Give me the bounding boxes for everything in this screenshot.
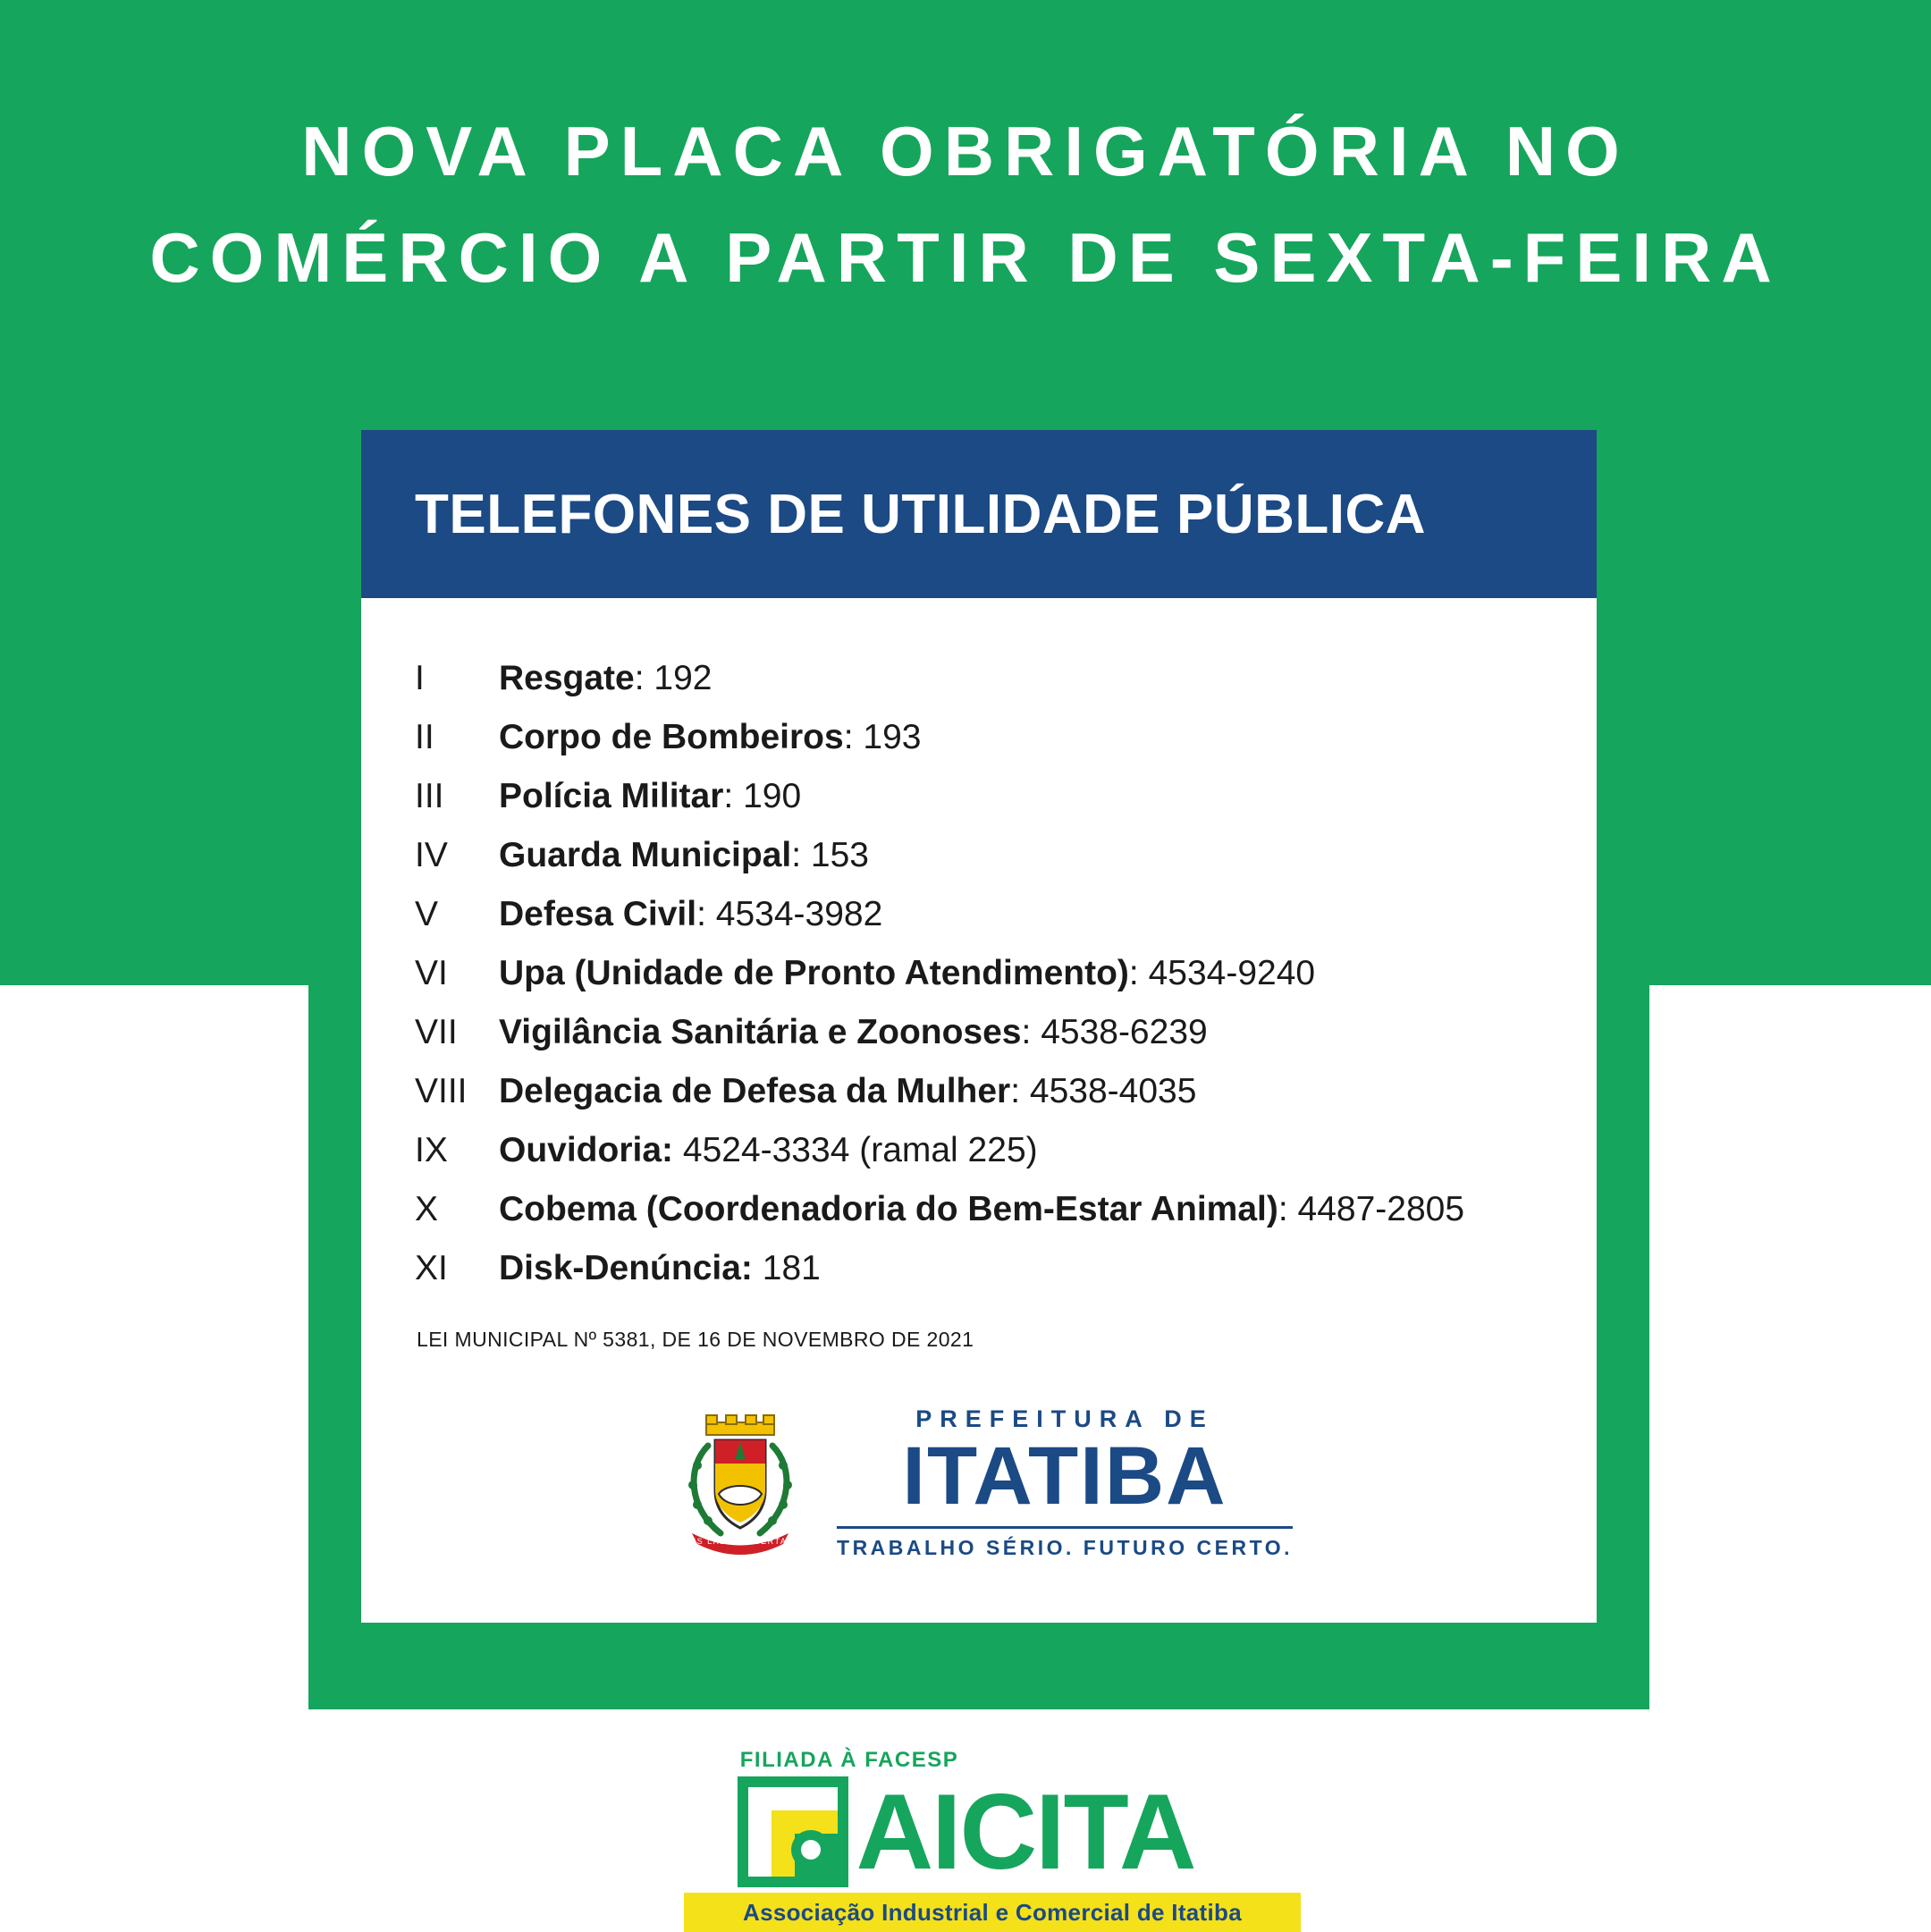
card-header (361, 430, 1597, 598)
list-item-service: Guarda Municipal (499, 836, 792, 874)
list-item (361, 1072, 1597, 1111)
phone-list (361, 659, 1597, 1288)
list-item-service: Corpo de Bombeiros (499, 718, 844, 756)
card-header-title: TELEFONES DE UTILIDADE PÚBLICA (415, 483, 1427, 545)
list-item-numeral: V (415, 895, 439, 933)
list-item-numeral: III (415, 777, 444, 815)
page-title-line-1: NOVA PLACA OBRIGATÓRIA NO (301, 112, 1630, 190)
list-item-phone: 193 (863, 718, 922, 756)
aicita-spiral-icon (736, 1775, 850, 1889)
page-title (0, 98, 1931, 310)
aicita-logo (0, 1748, 1931, 1932)
list-item-numeral: VIII (415, 1072, 468, 1110)
list-item-separator: : (1277, 1190, 1288, 1228)
law-reference-note: LEI MUNICIPAL Nº 5381, DE 16 DE NOVEMBRO DE 2021 (417, 1328, 974, 1351)
list-item-phone: 4487-2805 (1297, 1190, 1465, 1228)
list-item (361, 718, 1597, 757)
list-item-numeral: X (415, 1190, 439, 1228)
list-item (361, 1190, 1597, 1229)
list-item-phone: 4538-6239 (1041, 1013, 1208, 1051)
list-item-service: Ouvidoria: (499, 1131, 674, 1169)
prefeitura-eyebrow: PREFEITURA DE (915, 1405, 1214, 1432)
list-item-separator: : (1128, 954, 1139, 992)
aicita-eyebrow: FILIADA À FACESP (739, 1748, 959, 1772)
aicita-main (736, 1772, 1195, 1892)
list-item-service: Defesa Civil (499, 895, 697, 933)
list-item-service: Disk-Denúncia: (499, 1249, 753, 1287)
list-item-phone: 4534-9240 (1148, 954, 1316, 992)
aicita-tagline-bar (684, 1893, 1301, 1932)
list-item-service: Cobema (Coordenadoria do Bem-Estar Animal) (499, 1190, 1278, 1228)
list-item-service: Resgate (499, 659, 635, 697)
list-item-numeral: II (415, 718, 434, 756)
list-item (361, 777, 1597, 816)
list-item-separator: : (723, 777, 734, 815)
list-item-numeral: XI (415, 1249, 448, 1287)
list-item-phone: 4524-3334 (ramal 225) (682, 1131, 1038, 1169)
list-item-phone: 4534-3982 (715, 895, 883, 933)
list-item-separator: : (791, 836, 802, 874)
list-item (361, 1013, 1597, 1052)
list-item-service: Upa (Unidade de Pronto Atendimento) (499, 954, 1129, 992)
list-item-separator: : (1021, 1013, 1032, 1051)
card-body (361, 598, 1597, 1623)
prefeitura-city-name: ITATIBA (902, 1430, 1227, 1522)
list-item-phone: 190 (743, 777, 802, 815)
prefeitura-wordmark (837, 1405, 1293, 1560)
aicita-wordmark: AICITA (856, 1772, 1195, 1892)
coat-of-arms-icon (665, 1408, 815, 1558)
list-item-numeral: IX (415, 1131, 448, 1169)
list-item-service: Delegacia de Defesa da Mulher (499, 1072, 1011, 1110)
prefeitura-itatiba-logo (361, 1405, 1597, 1623)
list-item-separator: : (696, 895, 706, 933)
list-item (361, 836, 1597, 875)
public-utility-phones-card (361, 430, 1597, 1623)
svg-text:VIS LABOR LIBERTAS: VIS LABOR LIBERTAS (687, 1536, 794, 1546)
list-item-service: Vigilância Sanitária e Zoonoses (499, 1013, 1022, 1051)
list-item-phone: 4538-4035 (1029, 1072, 1197, 1110)
prefeitura-slogan: TRABALHO SÉRIO. FUTURO CERTO. (837, 1526, 1293, 1560)
list-item-separator: : (843, 718, 854, 756)
list-item-numeral: IV (415, 836, 448, 874)
list-item-separator: : (1010, 1072, 1021, 1110)
list-item-numeral: I (415, 659, 425, 697)
list-item (361, 1131, 1597, 1170)
list-item (361, 1249, 1597, 1288)
list-item-separator: : (634, 659, 645, 697)
list-item-numeral: VI (415, 954, 448, 992)
list-item-service: Polícia Militar (499, 777, 724, 815)
list-item (361, 954, 1597, 993)
list-item-phone: 192 (654, 659, 713, 697)
list-item-numeral: VII (415, 1013, 458, 1051)
aicita-tagline: Associação Industrial e Comercial de Itatiba (743, 1898, 1242, 1926)
list-item (361, 659, 1597, 698)
page-title-line-2: COMÉRCIO A PARTIR DE SEXTA-FEIRA (149, 217, 1782, 297)
list-item (361, 895, 1597, 934)
list-item-phone: 153 (810, 836, 869, 874)
list-item-phone: 181 (762, 1249, 821, 1287)
